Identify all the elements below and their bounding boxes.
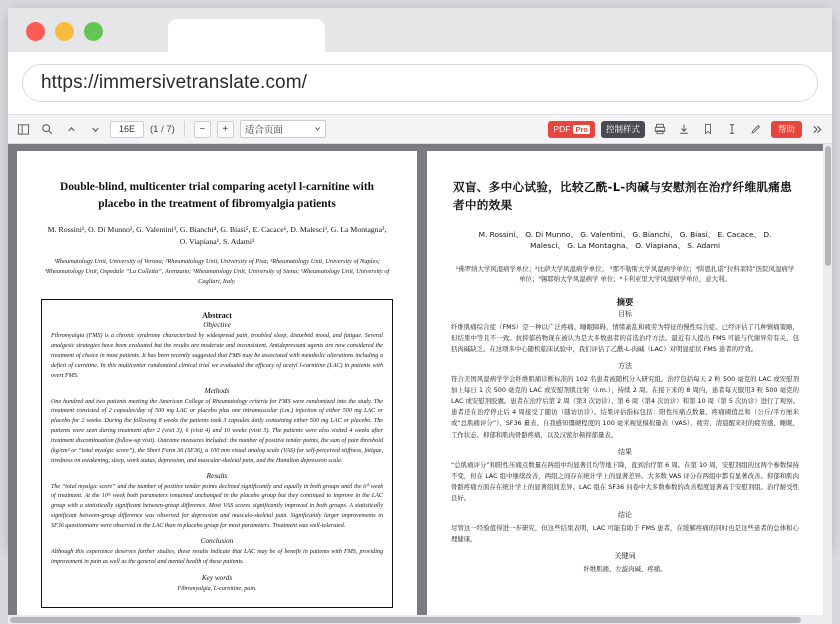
translated-section-heading-results: 结果 [618,447,632,456]
section-heading-conclusion: Conclusion [200,536,234,545]
maximize-window-button[interactable] [84,22,103,41]
section-body-methods: One hundred and two patients meeting the American College of Rheumatology criteria for FMS were randomized into the study. The treatment consisted of 2 capsules/day of 500 mg LAC or placebo plus one intramuscular (i.m.) injection of either 500 mg LAC or placebo for 2 weeks. During the following 8 weeks the patients took 3 capsules daily containing either 500 mg LAC or placebo. The patients were seen during treatment after 2 (visit 3), 6 (visit 4) and 10 weeks (visit 5). The patients were also visited 4 weeks after treatment discontinuation (follow-up visit). Outcome measures included: the number of positive tender points, the sum of pain threshold (kg/cm² or “total myalgic score”), the Short Form 36 (SF36), a 100 mm visual analog scale (VAS) for self-perceived stiffness, fatigue, tiredness on awakening, sleep, work status, depression, and muscular-skeletal pain, and the Hamilton depression scale. [51,398,383,464]
style-control-button[interactable] [601,121,645,138]
page-number-input[interactable]: 16E [110,121,144,138]
translated-abstract-heading: 摘要 [616,297,634,308]
window-controls [26,22,103,41]
translated-section-body-results: “总肌痛评分”和阳性压痛点数量在两组中均显著且均等地下降，直到治疗第 6 周。在第 10 周，安慰剂组的这两个参数保持不变，但在 LAC 组中继续改善，两组之间存在统计学上的显著差异。大多数 VAS 评分在两组中都有显著改善。抑郁和肌肉骨骼疼痛方面存在统计学上的显著组间差异。LAC 组在 SF36 问卷中大多数参数的改善程度显著高于安慰剂组。治疗耐受性良好。 [451,460,799,502]
style-control-label: 控制样式 [605,124,640,134]
abstract-heading: Abstract [202,311,232,321]
help-button[interactable] [771,121,802,138]
translated-page [427,151,823,624]
translated-section-heading-methods: 方法 [618,362,632,371]
keywords-body: Fibromyalgia, L-carnitine, pain. [177,585,257,592]
pdf-toolbar [8,114,832,144]
pdf-pro-badge: Pro [575,124,588,134]
section-body-objective: Fibromyalgia (FMS) is a chronic syndrome characterized by widespread pain, troubled sleep, disturbed mood, and fatigue. Several analgesic strategies have been evaluated but the results are moderate and inconsistent. Antidepressant agents are now considered the treatment of choice in most patients. It has been recently suggested that FMS may be associated with metabolic alterations including a deficit of carnitine. In this multicenter randomized clinical trial we evaluated the efficacy of acetyl l-carnitine (LAC) in patients with overt FMS. [51,333,383,379]
section-heading-methods: Methods [204,386,230,395]
browser-tab[interactable] [168,19,325,52]
page-count-indicator: (1 / 7) [150,123,175,135]
pdf-pro-button[interactable] [548,121,595,138]
keywords-heading: Key words [201,573,233,582]
close-window-button[interactable] [26,22,45,41]
double-chevron-right-icon[interactable] [808,120,826,138]
browser-window [8,8,832,592]
print-icon[interactable] [651,120,669,138]
translated-section-body-objective: 纤维肌痛综合症（FMS）是一种以广泛疼痛、睡眠障碍、情绪紊乱和疲劳为特征的慢性综合症。已经评估了几种镇痛策略，但结果中等且不一致。抗抑郁药物现在被认为是大多数患者的首选治疗方法。最近有人提出 FMS 可能与代谢异常有关，包括肉碱缺乏。在这项多中心随机临床试验中，我们评估了乙酰-L-肉碱（LAC）对明显症状 FMS 患者的疗效。 [451,323,799,354]
horizontal-scrollbar[interactable] [8,615,832,624]
translated-section-body-methods: 符合美国风湿病学学会纤维肌痛诊断标准的 102 名患者被随机分入研究组。治疗包括每天 2 粒 500 毫克的 LAC 或安慰剂加上每日 1 次 500 毫克的 LAC 或安慰剂肌注射（i.m.），持续 2 周。在接下来的 8 周内，患者每天服用3 粒 500 毫克的 LAC 或安慰剂胶囊。患者在治疗后第 2 周（第3 次访诊）、第 6 周（第4 次访诊）和第 10 周（第 5 次访诊）进行了观察。患者还在治疗停止后 4 周接受了随访（随访访诊）。结果评估指标包括：阳性压痛点数量、疼痛阈值总和（公斤/平方厘米或“总肌痛评分”）、SF36 量表、自我感知僵硬程度的 100 毫米视觉模拟量表（VAS）、疲劳、清晨醒来时的疲劳感、睡眠、工作状态、抑郁和肌肉骨骼疼痛，以及汉密尔顿抑郁量表。 [451,375,799,439]
navigation-bar [8,52,832,114]
zoom-out-button[interactable]: − [194,121,211,138]
address-bar[interactable] [22,64,818,102]
translated-affiliation-list: ¹佛罗纳大学风湿病学单位；²比萨大学风湿病学单位； ³那不勒斯大学风湿病学单位；⁴阱恩扎诺“拉科莱特”医院风湿病学单位；⁵锡耶纳大学风湿病学 单位；⁶卡利亚里大学风湿病学单位，意大利。 [455,264,795,284]
section-heading-objective: Objective [203,321,231,330]
chevron-down-icon [314,124,321,135]
help-label: 帮助 [777,124,795,134]
translated-section-heading-conclusion: 结论 [618,510,632,519]
translated-author-list: M. Rossini、 O. Di Munno、 G. Valentini、 G. Bianchi、 G. Biasi、 E. Cacace、 D. Malesci、 G. La Montagna、 O. Viapiana、 S. Adami [478,229,772,251]
translated-section-body-conclusion: 尽管这一经验值得进一步研究，但这些结果表明，LAC 可能有助于 FMS 患者，在缓解疼痛的同时也是这些患者的总体和心理健康。 [451,523,799,543]
author-list: M. Rossini¹, O. Di Munno², G. Valentini³, G. Bianchi⁴, G. Biasi⁵, E. Cacace⁶, D. Malesci³, G. La Montagna³, O. Viapiana¹, S. Adami¹ [47,225,387,246]
horizontal-scrollbar-thumb[interactable] [10,617,801,623]
zoom-in-button[interactable]: + [217,121,234,138]
toolbar-divider [184,121,185,137]
zoom-level-value: 适合页面 [244,125,283,136]
vertical-scrollbar[interactable] [823,144,832,624]
minimize-window-button[interactable] [55,22,74,41]
translated-page-title: 双盲、多中心试验，比较乙酰-L-肉碱与安慰剂在治疗纤维肌痛患者中的效果 [453,180,793,212]
section-body-conclusion: Although this experience deserves further studies, these results indicate that LAC may be of benefit in patients with FMS, providing improvement in pain as well as the general and mental health of these patients. [51,548,383,565]
translated-keywords-body: 纤维肌痛、左旋肉碱、疼痛。 [583,564,667,573]
page-title: Double-blind, multicenter trial comparing acetyl l-carnitine with placebo in the treatment of fibromyalgia patients [60,181,374,210]
section-heading-results: Results [206,471,228,480]
zoom-level-select[interactable] [240,120,326,138]
download-icon[interactable] [675,120,693,138]
bookmark-icon[interactable] [699,120,717,138]
url-input[interactable]: https://immersivetranslate.com/ [41,72,308,93]
affiliation-list: ¹Rheumatology Unit, University of Verona; ²Rheumatology Unit, University of Pisa; ³Rheumatology Unit, University of Naples; ⁴Rheumatology Unit, Ospedale “La Colletta”, Arenzano; ⁵Rheumatology Unit, University of Siena; ⁶Rheumatology Unit, University of Cagliari, Italy. [44,258,390,286]
sidebar-toggle-icon[interactable] [14,120,32,138]
abstract-box [41,299,393,608]
search-icon[interactable] [38,120,56,138]
pencil-icon[interactable] [747,120,765,138]
title-bar [8,8,832,52]
original-page [17,151,417,624]
chevron-down-icon[interactable] [86,120,104,138]
section-body-results: The “total myalgic score” and the number of positive tender points declined significantly and equally in both groups until the 6ᵗʰ week of treatment. At the 10ᵗʰ week both parameters remained unchanged in the placebo group but they continued to improve in the LAC group with a statistically significant between-group difference. Most VAS scores significantly improved in both groups. A statistically significant between-group difference was observed for depression and musculo-skeletal pain. Significantly larger improvements in SF36 questionnaire were observed in the LAC than in placebo group for most parameters. Treatment was well-tolerated. [51,483,383,529]
text-cursor-icon[interactable] [723,120,741,138]
vertical-scrollbar-thumb[interactable] [825,146,831,266]
chevron-up-icon[interactable] [62,120,80,138]
translated-section-heading-objective: 目标 [618,310,632,319]
pdf-pro-label: PDF [553,124,571,134]
translated-keywords-heading: 关键词 [614,551,636,560]
document-viewer [8,144,832,624]
